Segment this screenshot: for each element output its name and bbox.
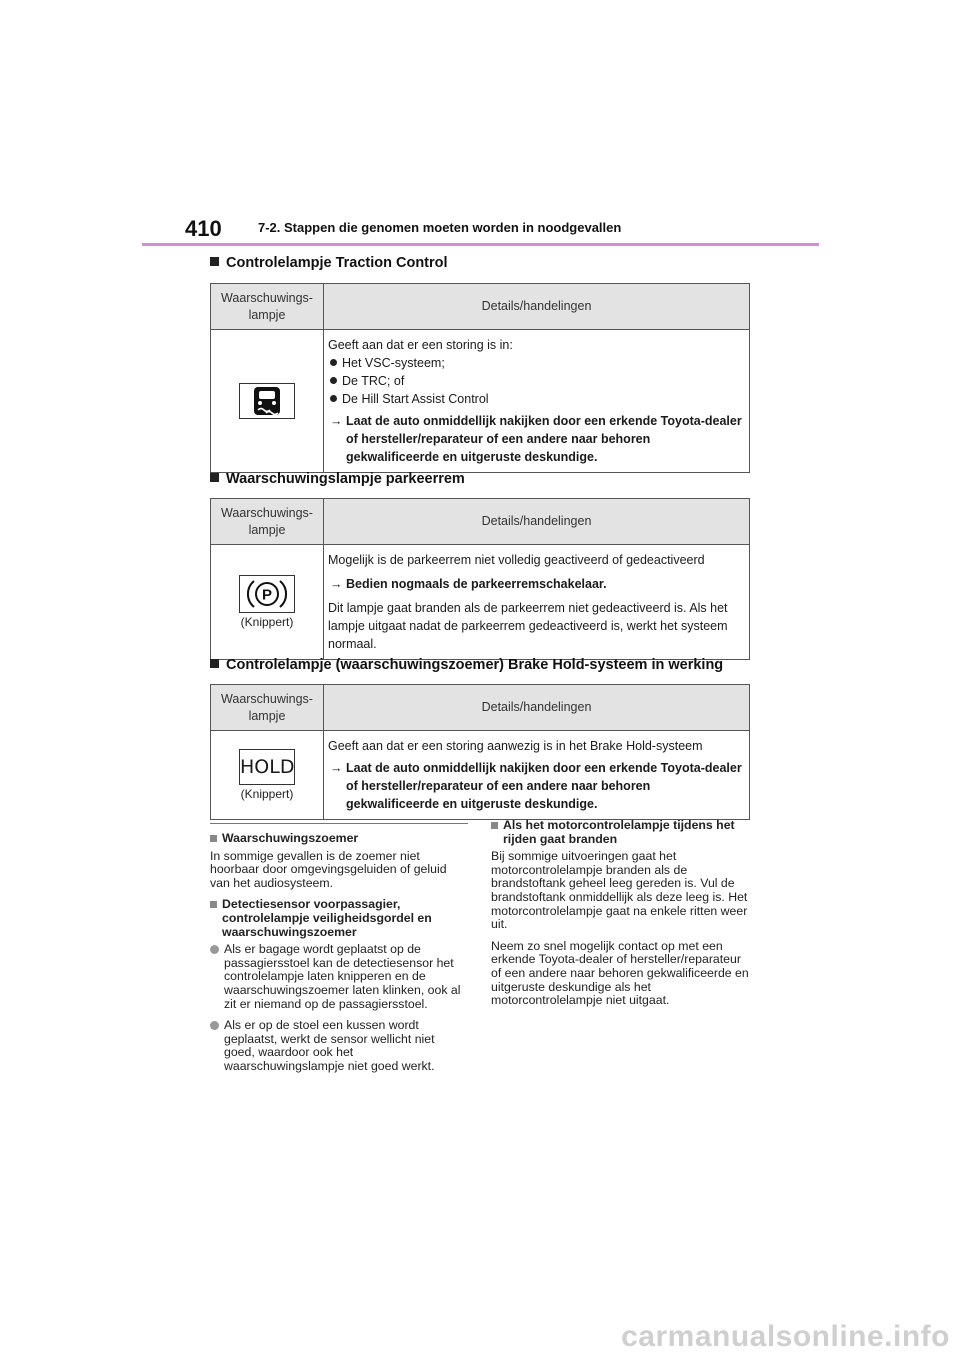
notes-left-column [210, 832, 468, 1082]
hold-icon: HOLD [239, 749, 295, 785]
warning-table-brake-hold [210, 684, 750, 820]
note-paragraph: In sommige gevallen is de zoemer niet hoorbaar door omgevingsgeluiden of geluid van het audiosysteem. [210, 848, 447, 890]
note-heading: Waarschuwingszoemer [210, 832, 468, 846]
flashing-label: (Knippert) [240, 615, 294, 629]
section-title-parking-brake: Waarschuwingslampje parkeerrem [210, 471, 465, 487]
note-heading: Als het motorcontrolelampje tijdens het rijden gaat branden [491, 819, 750, 846]
details-intro: Geeft aan dat er een storing is in: [328, 338, 513, 352]
table-header-details: Details/handelingen [324, 685, 750, 731]
table-header-lamp: Waarschuwings- lampje [211, 685, 324, 731]
section-title-traction-control: Controlelampje Traction Control [210, 255, 448, 271]
svg-text:P: P [261, 586, 273, 604]
note-paragraph: Neem zo snel mogelijk contact op met een erkende Toyota-dealer of hersteller/reparateur of een andere naar behoren gekwalificeerde en uitgeruste deskundige als het motorcontrolelampje niet uitgaat. [491, 938, 749, 1008]
watermark: carmanualsonline.info [621, 1320, 950, 1353]
table-header-details: Details/handelingen [324, 499, 750, 545]
action-instruction: → Laat de auto onmiddellijk nakijken door een erkende Toyota-dealer of hersteller/reparateur of een andere naar behoren gekwalificeerde en uitgeruste deskundige. [330, 761, 742, 811]
details-cell [324, 545, 750, 660]
details-intro: Geeft aan dat er een storing aanwezig is in het Brake Hold-systeem [328, 739, 703, 753]
notes-right-column [491, 819, 750, 1016]
action-instruction: → Laat de auto onmiddellijk nakijken door een erkende Toyota-dealer of hersteller/reparateur of een andere naar behoren gekwalificeerde en uitgeruste deskundige. [330, 414, 742, 464]
list-item: Het VSC-systeem; [328, 354, 743, 372]
warning-table-parking-brake [210, 498, 750, 660]
list-item: De TRC; of [328, 372, 743, 390]
note-paragraph: Bij sommige uitvoeringen gaat het motorcontrolelampje branden als de brandstoftank geheel leeg gereden is. Vul de brandstoftank onmiddellijk als deze leeg is. Het motorcontrolelampje gaat na enkele ritten weer uit. [491, 849, 748, 932]
page-number: 410 [185, 216, 222, 241]
flashing-label: (Knippert) [240, 787, 294, 801]
running-header: 7-2. Stappen die genomen moeten worden in noodgevallen [258, 220, 622, 235]
details-cell [324, 731, 750, 820]
list-item: De Hill Start Assist Control [328, 390, 743, 408]
icon-cell [211, 330, 324, 473]
icon-cell [211, 731, 324, 820]
notes-divider [210, 823, 468, 824]
header-rule [142, 243, 819, 246]
note-bullet: Als er op de stoel een kussen wordt geplaatst, werkt de sensor wellicht niet goed, waardoor ook het waarschuwingslampje niet goed werkt. [210, 1019, 468, 1073]
details-intro: Mogelijk is de parkeerrem niet volledig geactiveerd of gedeactiveerd [328, 553, 705, 567]
warning-table-traction-control [210, 283, 750, 473]
note-heading: Detectiesensor voorpassagier, controlelampje veiligheidsgordel en waarschuwingszoemer [210, 898, 468, 939]
action-instruction: → Bedien nogmaals de parkeerremschakelaar. [330, 577, 607, 591]
table-header-details: Details/handelingen [324, 284, 750, 330]
section-title-brake-hold: Controlelampje (waarschuwingszoemer) Brake Hold-systeem in werking [210, 657, 723, 673]
details-extra: Dit lampje gaat branden als de parkeerrem niet gedeactiveerd is. Als het lampje uitgaat nadat de parkeerrem gedeactiveerd is, werkt het systeem normaal. [328, 601, 728, 651]
table-header-lamp: Waarschuwings- lampje [211, 284, 324, 330]
details-cell [324, 330, 750, 473]
parking-brake-icon [239, 575, 295, 613]
note-bullet: Als er bagage wordt geplaatst op de passagiersstoel kan de detectiesensor het controlelampje laten knipperen en de waarschuwingszoemer laten klinken, ook al zit er niemand op de passagiersstoel. [210, 943, 468, 1011]
table-header-lamp: Waarschuwings- lampje [211, 499, 324, 545]
icon-cell [211, 545, 324, 660]
skid-car-icon [239, 383, 295, 419]
